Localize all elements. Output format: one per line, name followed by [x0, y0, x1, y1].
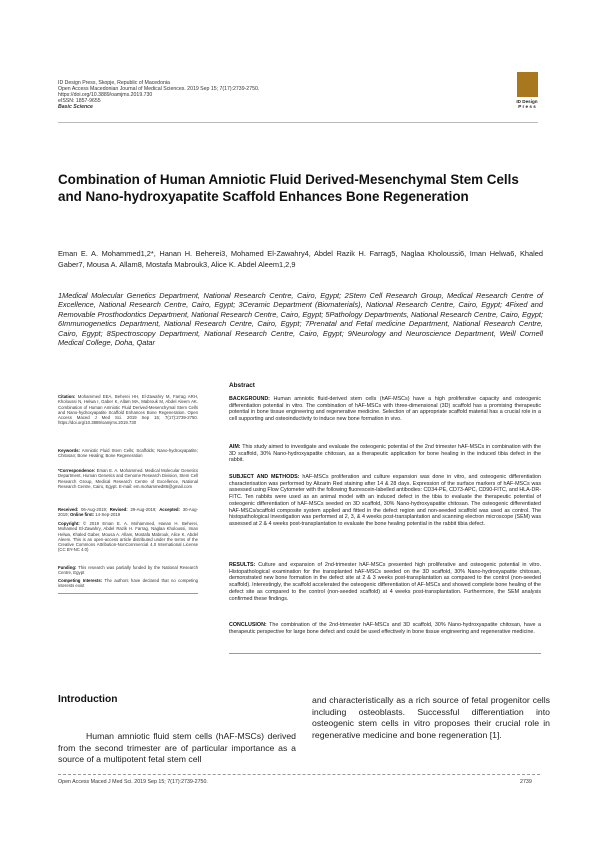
- footer-citation: Open Access Maced J Med Sci. 2019 Sep 15; 7(17):2739-2750.: [58, 779, 208, 785]
- copyright-text: © 2019 Eman E. A. Mohammed, Hanan H. Beherei, Mohamed El-Zawahry, Abdel Razik H. Farrag, Naglaa Kholoussi, Iman Helwa, Khaled Gaber, Mousa A. Allam, Mostafa Mabrouk, Alice K. Abdel Aleem. This is an open-access article distributed under the terms of the Creative Commons Attribution-NonCommercial 4.0 International License (CC BY-NC 4.0): [58, 521, 198, 553]
- article-title: Combination of Human Amniotic Fluid Derived-Mesenchymal Stem Cells and Nano-hydroxyapatite Scaffold Enhances Bone Regeneration: [58, 172, 519, 204]
- section-label: Basic Science: [58, 104, 93, 110]
- results-label: RESULTS:: [229, 562, 256, 568]
- affiliations: 1Medical Molecular Genetics Department, National Research Centre, Cairo, Egypt; 2Stem Cell Research Group, Medical Research Centre of Excellence, National Research Centre, Cairo, Egypt; 3Ceramic Department (Biomaterials), National Research Centre, Cairo, Egypt; 4Fixed and Removable Prosthodontics Department, National Research Centre, Cairo, Egypt; 5Pathology Departments, National Research Centre, Cairo, Egypt; 6Immunogenetics Department, National Research Centre, Cairo, Egypt; 7Prenatal and Fetal medicine Department, National Research Centre, Cairo, Egypt; 8Spectroscopy Department, National Research Centre, Cairo, Egypt; 9Neurology and Neuroscience Department, Weill Cornell Medical College, Doha, Qatar: [58, 291, 543, 348]
- correspondence-label: *Correspondence:: [58, 468, 96, 473]
- footer-divider: [58, 774, 540, 775]
- dates-block: [58, 507, 198, 518]
- page-number: 2739: [520, 779, 532, 785]
- abstract-methods: [229, 474, 541, 528]
- conclusion-text: The combination of the 2nd-trimester hAF-MSCs and 3D scaffold, 30% Nano-hydroxyapatite chitosan, have a therapeutic perspective for large bone defect and could be used effectively in bone tissue engineering and regenerative medicine.: [229, 622, 541, 635]
- copyright-block: [58, 521, 198, 553]
- competing-interests-text: The authors have declared that no competing interests exist: [58, 578, 198, 589]
- keywords-block: [58, 448, 198, 459]
- eissn-line: eISSN: 1857-9655: [58, 98, 101, 104]
- logo-text-line2: P r e s s: [518, 104, 536, 110]
- journal-publisher-line: ID Design Press, Skopje, Republic of Macedonia: [58, 80, 170, 86]
- accepted-date: 30-Aug-2019;: [58, 507, 198, 518]
- funding-block: [58, 565, 198, 576]
- journal-citation-line: Open Access Macedonian Journal of Medical Sciences. 2019 Sep 15; 7(17):2739-2750.: [58, 86, 260, 92]
- citation-label: Citation:: [58, 394, 76, 399]
- sidebar-bottom-divider: [58, 593, 198, 594]
- logo-text-line1: ID Design: [516, 99, 538, 104]
- conclusion-label: CONCLUSION:: [229, 622, 267, 628]
- received-date: 06-Aug-2019;: [81, 507, 108, 512]
- abstract-bottom-divider: [229, 653, 541, 654]
- introduction-heading: Introduction: [58, 694, 118, 705]
- abstract-aim: [229, 444, 541, 464]
- abstract-results: [229, 562, 541, 602]
- received-label: Received:: [58, 507, 79, 512]
- citation-text: Mohammed EEA, Beherei HH, El-Zawahry M, Farrag ARH, Kholoussi N, Helwa I, Gaber K, Allam MA, Mabrouk M, Abdel Aleem AK. Combination of Human Amniotic Fluid Derived-Mesenchymal Stem Cells and Nano-hydroxyapatite Scaffold Enhances Bone Regeneration. Open Access Maced J Med Sci. 2019 Sep 15; 7(17):2739-2750. https://doi.org/10.3889/oamjms.2019.730: [58, 394, 198, 426]
- introduction-column-1: Human amniotic fluid stem cells (hAF-MSCs) derived from the second trimester are of particular importance as a source of a multipotent fetal stem cell: [58, 731, 296, 765]
- competing-interests-label: Competing Interests:: [58, 578, 103, 583]
- background-text: Human amniotic fluid-derived stem cells (hAF-MSCs) have a high proliferative capacity and osteogenic differentiation potential in vitro. The combination of hAF-MSCs with three-dimensional (3D) scaffold has a promising therapeutic potential in bone tissue engineering and regenerative medicine. Selection of an appropriate scaffold material has a crucial role in a cell supporting and osteoinductivity to induce new bone formation in vivo.: [229, 396, 541, 423]
- logo-mark-icon: [517, 72, 538, 97]
- results-text: Culture and expansion of 2nd-trimester hAF-MSCs presented high proliferative and osteogenic potential in vitro. Histopathological examination for the transplanted hAF-MSCs seeded on the 3D scaffold, 30% Nano-hydroxyapatite chitosan, demonstrated new bone formation in the defect site at 2 & 3 weeks post-transplantation as compared to the control (non-seeded scaffold). Interestingly, the scaffold accelerated the osteogenic differentiation of AF-MSCs and showed complete bone healing of the defect site as compared to the control (non-seeded scaffold) at 4 weeks post-transplantation. Furthermore, the SEM analysis confirmed these findings.: [229, 562, 541, 602]
- accepted-label: Accepted:: [159, 507, 180, 512]
- publisher-logo: [512, 72, 542, 120]
- aim-text: This study aimed to investigate and evaluate the osteogenic potential of the 2nd trimester hAF-MSCs in combination with the 3D scaffold, 30% Nano-hydroxyapatite chitosan, as a therapeutic application for bone healing in the induced tibia defect in the rabbit.: [229, 444, 541, 464]
- correspondence-text: Eman E. A. Mohammed. Medical Molecular Genetics Department, Human Genetics and Genome Research Division, Stem Cell Research Group, Medical Research Centre of Excellence, National Research Centre, Cairo, Egypt. E-mail: em.mohammed86@gmail.com: [58, 468, 198, 489]
- aim-label: AIM:: [229, 444, 241, 450]
- citation-block: [58, 394, 198, 426]
- funding-label: Funding:: [58, 565, 77, 570]
- copyright-label: Copyright:: [58, 521, 80, 526]
- revised-date: 29-Aug-2019;: [130, 507, 157, 512]
- introduction-column-2: and characteristically as a rich source of fetal progenitor cells including osteoblasts. Successful differentiation into osteogenic stem cells in vitro proposes their crucial role in regenerative medicine and bone regeneration [1].: [312, 695, 550, 740]
- doi-link[interactable]: https://doi.org/10.3889/oamjms.2019.730: [58, 92, 153, 98]
- revised-label: Revised:: [109, 507, 128, 512]
- abstract-conclusion: [229, 622, 541, 635]
- header-divider: [58, 122, 538, 123]
- keywords-label: Keywords:: [58, 448, 80, 453]
- methods-label: SUBJECT AND METHODS:: [229, 474, 300, 480]
- online-label: Online first:: [69, 512, 95, 518]
- competing-interests-block: [58, 578, 198, 589]
- author-list: Eman E. A. Mohammed1,2*, Hanan H. Beherei3, Mohamed El-Zawahry4, Abdel Razik H. Farrag5, Naglaa Kholoussi6, Iman Helwa6, Khaled Gaber7, Mousa A. Allam8, Mostafa Mabrouk3, Alice K. Abdel Aleem1,2,9: [58, 249, 543, 269]
- background-label: BACKGROUND:: [229, 396, 270, 402]
- correspondence-block: [58, 468, 198, 489]
- methods-text: hAF-MSCs proliferation and culture expansion was done in vitro, and osteogenic differentiation characterisation was performed by Alizarin Red staining after 14 & 28 days. Expression of the surface markers of hAF-MSCs was assessed using Flow Cytometer with the following fluorescein-labelled antibodies: CD34-PE, CD73-APC, CD90-FITC, and HLA-DR-FITC. Ten rabbits were used as an animal model with an induced defect in the tibia to evaluate the therapeutic potential of osteogenic differentiation of hAF-MSCs seeded on 3D scaffold, 30% Nano-hydroxyapatite chitosan. The osteogenic differentiated hAF-MSCs/scaffold composite system applied and fitted in the defect region and non-seeded scaffold was used as control. The histopathological investigation was performed at 2, 3, & 4 weeks post-transplantation and scanning electron microscope (SEM) was assessed at 2 & 4 weeks post-transplantation to evaluate the bone healing potential in the rabbit tibia defect.: [229, 474, 541, 527]
- online-date: 14-Sep-2019: [95, 512, 121, 518]
- abstract-background: [229, 396, 541, 423]
- abstract-heading: Abstract: [229, 382, 255, 389]
- funding-text: This research was partially funded by the National Research Centre, Egypt: [58, 565, 198, 576]
- keywords-text: Amniotic Fluid Stem Cells; Scaffolds; Nano-hydroxyapatite; Chitosan; Bone Healing; Bone Regeneration: [58, 448, 198, 459]
